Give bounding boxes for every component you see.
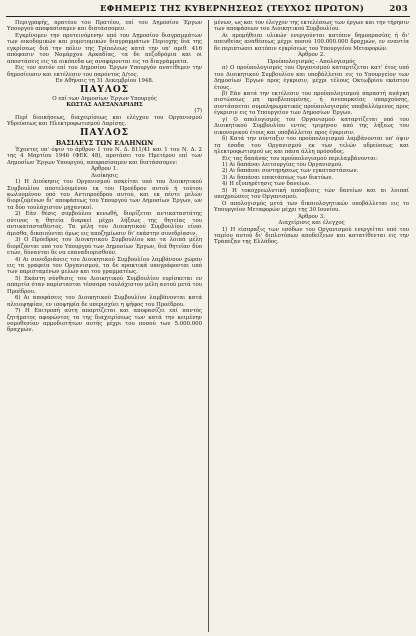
minister-intro: Ο επί των Δημοσίων Έργων Υπουργός	[52, 95, 157, 102]
paragraph: Εις τον αυτόν επί του Δημοσίου Έργων Υπουργόν ανατίθεμεν την δημοσίευσιν και εκτέλεσιν του παρόντος Δ/τος.	[7, 65, 202, 78]
paragraph: α) Ο προϋπολογισμός του Οργανισμού καταρτίζεται κατ' έτος υπό του Διοικητικού Συμβουλίου και υποβάλλεται εις το Υπουργείον των Δημοσίων Έργων προς έγκρισιν, μέχρι τέλους Οκτωβρίου εκάστου έτους.	[214, 65, 409, 91]
paragraph: Περιγραφής, πρατέου του Πρατέου, επί του Δημοσίου Έργων Υπουργού αποφασίσαμεν και διατάσσομεν.	[7, 20, 202, 33]
article-subheading: Διαχείρισις και έλεγχος	[278, 220, 345, 227]
king-signature: ΠΑΥΛΟΣ	[79, 84, 130, 95]
article-subheading: Προϋπολογισμός - Απολογισμός	[267, 58, 356, 65]
paragraph: 1) Η Διοίκησις του Οργανισμού ασκείται υπό του Διοικητικού Συμβουλίου αποτελουμένου εκ του Προέδρου αυτού ή τούτου κωλυομένου υπό του Αντιπροέδρου αυτού, και εκ πέντε μελών διοριζομένων δι' αποφάσεως του Υπουργού των Δημοσίων Έργων, ων τα δύο τουλάχιστον μηχανικοί.	[7, 179, 202, 211]
article-heading: Άρθρον 2.	[298, 52, 325, 59]
right-column	[214, 20, 409, 246]
list-item: 3) Αι δαπάναι επεκτάσεως των δικτύων.	[222, 174, 334, 181]
page-header	[0, 3, 416, 17]
paragraph: 3) Ο Πρόεδρος του Διοικητικού Συμβουλίου και τα λοιπά μέλη διορίζονται υπό του Υπουργού των Δημοσίων Έργων, διά θητείαν δύο ετών, δύνανται δε να επαναδιορισθούν.	[7, 237, 202, 257]
article-heading: Άρθρον 3.	[298, 213, 325, 220]
document-number: (7)	[194, 108, 202, 115]
article-heading: Άρθρον 1.	[91, 166, 118, 173]
list-item: 2) Αι δαπάναι συντηρήσεως των εγκαταστάσεων.	[222, 168, 359, 175]
paragraph: 2) Εάν θέσις συμβούλου κενωθή, διορίζεται αντικαταστάτης ούτινος η θητεία διαρκεί μέχρι λήξεως της θητείας του αντικατασταθέντος. Τα μέλη του Διοικητικού Συμβουλίου είναι άμισθα, δικαιούνται όμως εις αποζημίωσιν δι' εκάστην συνεδρίασιν.	[7, 211, 202, 237]
king-title: ΠΑΥΛΟΣ	[79, 127, 130, 138]
column-divider	[208, 20, 209, 632]
paragraph: Εις τας δαπάνας του προϋπολογισμού περιλαμβάνονται:	[222, 155, 378, 162]
paragraph: μένων, ως και τον έλεγχον της εκτελέσεως των έργων και την τήρησιν των αποφάσεων του Διοικητικού Συμβουλίου.	[214, 20, 409, 33]
paragraph: δ) Κατά την σύνταξιν του προϋπολογισμού λαμβάνονται υπ' όψιν τα έσοδα του Οργανισμού εκ των τελών υδρεύσεως και ηλεκτροφωτισμού ως και πάσα άλλη πρόσοδος.	[214, 136, 409, 156]
paragraph: 1) Η είσπραξις των εσόδων του Οργανισμού ενεργείται υπό του ταμίου αυτού δι' διπλοτύπων αποδείξεων και κατατίθενται εις την Τράπεζαν της Ελλάδος.	[214, 226, 409, 246]
left-column	[7, 20, 202, 334]
list-item: 4) Η εξυπηρέτησις των δανείων.	[222, 181, 311, 188]
date-line: Εν Αθήναις τη 31 Δεκεμβρίου 1948.	[55, 78, 154, 85]
list-item: 5) Η τοκοχρεωλυτική απόσβεσις των δανείων και αι λοιπαί υποχρεώσεις του Οργανισμού.	[214, 187, 409, 201]
list-item: 1) Αι δαπάναι λειτουργίας του Οργανισμού.	[222, 161, 343, 168]
paragraph: 6) Αι αποφάσεις του Διοικητικού Συμβουλίου λαμβάνονται κατά πλειοψηφίαν, εν ισοψηφία δε υπερισχύει η ψήφος του Προέδρου.	[7, 295, 202, 308]
paragraph: Ο απολογισμός μετά των δικαιολογητικών υποβάλλεται εις το Υπουργείον Μεταφορών μέχρι της 30 Ιουνίου.	[214, 200, 409, 214]
document-subject: Περί διοικήσεως, διαχειρίσεως και ελέγχου του Οργανισμού Υδρεύσεως και Ηλεκτροφωτισμού Λαρίσης.	[7, 114, 202, 128]
preamble: Έχοντες υπ' όψιν το άρθρον 1 του Ν. Δ. 811/41 και 1 του Ν. Δ. 2 της 4 Μαρτίου 1946 (ΦΕΚ 48), προτάσει του Ημετέρου επί των Δημοσίων Έργων Υπουργού, αποφασίσαμεν και διατάσσομεν:	[7, 146, 202, 166]
paragraph: Εγκρίνομεν την προτεινόμενην υπό του Δημοσίου διαγραμμάτων των οικοδομικών και ρυμοτομικών διαγραμμάτων Περιοχής διά της εγκρίσεως διά την πόλιν της Τρίπολεως κατά την υπ' αριθ. 416 απόφασιν του Νομάρχου Αρκαδίας, τα δε πεζοδρόμια και οι αποστάσεις εις τα οικόπεδα ως αναφέρονται εις τα διαγράμματα.	[7, 32, 202, 65]
paragraph: 7) Η Επιτροπή αύτη απαρτίζεται και αποφασίζει επί παντός ζητήματος αφορώντος τα της διαχειρίσεως των κατά την κειμένην νομοθεσίαν αρμοδιοτήτων αυτής μέχρι του ποσού των 5.000.000 δραχμών.	[7, 308, 202, 334]
paragraph: 5) Εκάστη σύνθεσις του Διοικητικού Συμβουλίου ευρίσκεται εν απαρτία όταν παρίστανται τέσσαρα τουλάχιστον μέλη αυτού μετά του Προέδρου.	[7, 275, 202, 295]
gazette-title: ΕΦΗΜΕΡΙΣ ΤΗΣ ΚΥΒΕΡΝΗΣΕΩΣ (ΤΕΥΧΟΣ ΠΡΩΤΟΝ)	[100, 4, 365, 14]
article-subheading: Διοίκησις	[91, 172, 118, 179]
minister-name: ΚΩΣΤΑΣ ΑΛΕΞΑΝΔΡΙΔΗΣ	[66, 101, 143, 108]
paragraph: Αι προμήθειαι υλικών ενεργούνται κατόπιν δημοπρασίας ή δι' απευθείας αναθέσεως μέχρι ποσού 100.000.000 δραχμών, εν εναντία δε περιπτώσει κατόπιν εγκρίσεως του Υπουργείου Μεταφορών.	[214, 32, 409, 52]
page-number: 203	[389, 4, 408, 14]
paragraph: β) Εάν κατά την εκτέλεσιν του προϋπολογισμού παραστή ανάγκη πιστώσεως μη προβλεπομένης, ή ανεπαρκείας υπαρχούσης, συντάσσεται συμπληρωματικός προϋπολογισμός υποβαλλόμενος προς έγκρισιν εις το Υπουργείον των Δημοσίων Έργων.	[214, 90, 409, 117]
paragraph: 4) Αι συνεδριάσεις του Διοικητικού Συμβουλίου λαμβάνουν χώραν εις τα γραφεία του Οργανισμού, τα δε πρακτικά υπογράφονται υπό των παρισταμένων μελών και του γραμματέως.	[7, 256, 202, 276]
header-rule	[6, 16, 410, 17]
paragraph: γ) Ο απολογισμός του Οργανισμού καταρτίζεται υπό του Διοικητικού Συμβουλίου εντός τριμήνου από της λήξεως του οικονομικού έτους και υποβάλλεται προς έγκρισιν.	[214, 116, 409, 136]
king-subtitle: ΒΑΣΙΛΕΥΣ ΤΩΝ ΕΛΛΗΝΩΝ	[55, 138, 154, 147]
